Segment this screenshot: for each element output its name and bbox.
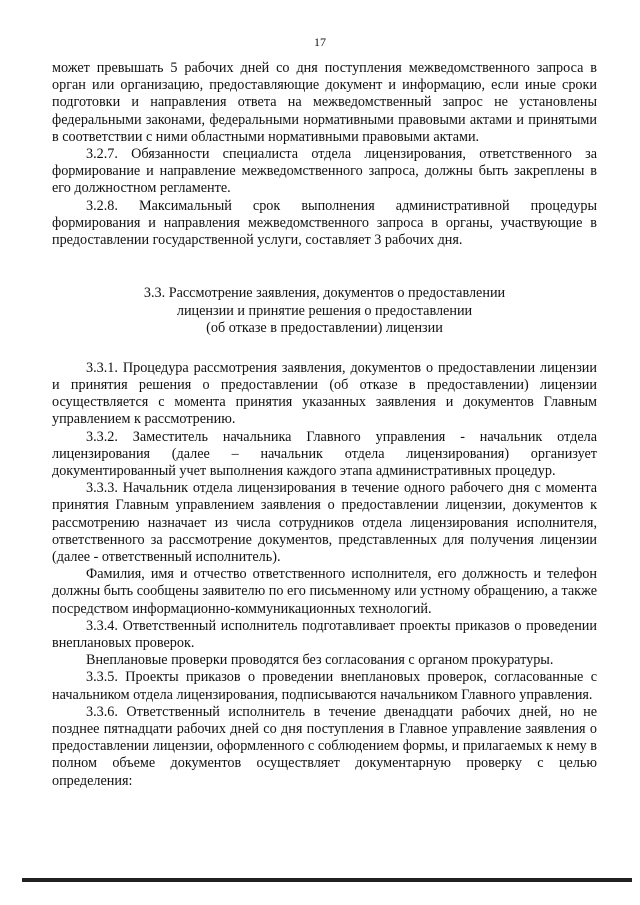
document-body (52, 60, 597, 790)
paragraph-continuation: может превышать 5 рабочих дней со дня поступления межведомственного запроса в орган или организацию, предоставляющие документ и информацию, если иные сроки подготовки и направления ответа на межведомственный запрос не установлены федеральными законами, федеральными нормативными правовыми актами и принятыми в соответствии с ними областными нормативными правовыми актами. (52, 60, 597, 145)
paragraph-unscheduled-checks: Внеплановые проверки проводятся без согласования с органом прокуратуры. (86, 652, 554, 669)
heading-line: 3.3. Рассмотрение заявления, документов о предоставлении (143, 285, 506, 302)
page-number: 17 (314, 35, 326, 49)
paragraph-contact-info: Фамилия, имя и отчество ответственного исполнителя, его должность и телефон должны быть сообщены заявителю по его письменному или устному обращению, а также посредством информационно-коммуникационных технологий. (52, 566, 597, 617)
paragraph-3-2-7: 3.2.7. Обязанности специалиста отдела лицензирования, ответственного за формирование и направление межведомственного запроса, должны быть закреплены в его должностном регламенте. (52, 146, 597, 197)
paragraph-3-3-1: 3.3.1. Процедура рассмотрения заявления, документов о предоставлении лицензии и принятия решения о предоставлении (об отказе в предоставлении) лицензии осуществляется с момента принятия указанных заявления и документов Главным управлением к рассмотрению. (52, 359, 597, 428)
heading-line: (об отказе в предоставлении) лицензии (206, 320, 443, 337)
paragraph-3-3-5: 3.3.5. Проекты приказов о проведении внеплановых проверок, согласованные с начальником отдела лицензирования, подписываются начальником Главного управления. (52, 669, 597, 703)
bottom-scan-border (22, 878, 632, 882)
heading-line: лицензии и принятие решения о предоставлении (176, 302, 473, 319)
paragraph-3-3-2: 3.3.2. Заместитель начальника Главного управления - начальник отдела лицензирования (далее – начальник отдела лицензирования) организует документированный учет выполнения каждого этапа административных процедур. (52, 428, 597, 479)
section-heading-3-3 (52, 285, 597, 338)
paragraph-3-3-6: 3.3.6. Ответственный исполнитель в течение двенадцати рабочих дней, но не позднее пятнадцати рабочих дней со дня поступления в Главное управление заявления о предоставлении лицензии, оформленного с соблюдением формы, и прилагаемых к нему в полном объеме документов осуществляет документарную проверку с целью определения: (52, 703, 597, 789)
paragraph-3-3-3: 3.3.3. Начальник отдела лицензирования в течение одного рабочего дня с момента принятия Главным управлением заявления о предоставлении лицензии, документов к рассмотрению назначает из числа сотрудников отдела лицензирования исполнителя, ответственного за рассмотрение документов, представленных для получения лицензии (далее - ответственный исполнитель). (52, 480, 597, 565)
paragraph-3-2-8: 3.2.8. Максимальный срок выполнения административной процедуры формирования и направления межведомственного запроса в органы, участвующие в предоставлении государственной услуги, составляет 3 рабочих дня. (52, 197, 597, 249)
paragraph-3-3-4: 3.3.4. Ответственный исполнитель подготавливает проекты приказов о проведении внеплановых проверок. (52, 617, 597, 651)
